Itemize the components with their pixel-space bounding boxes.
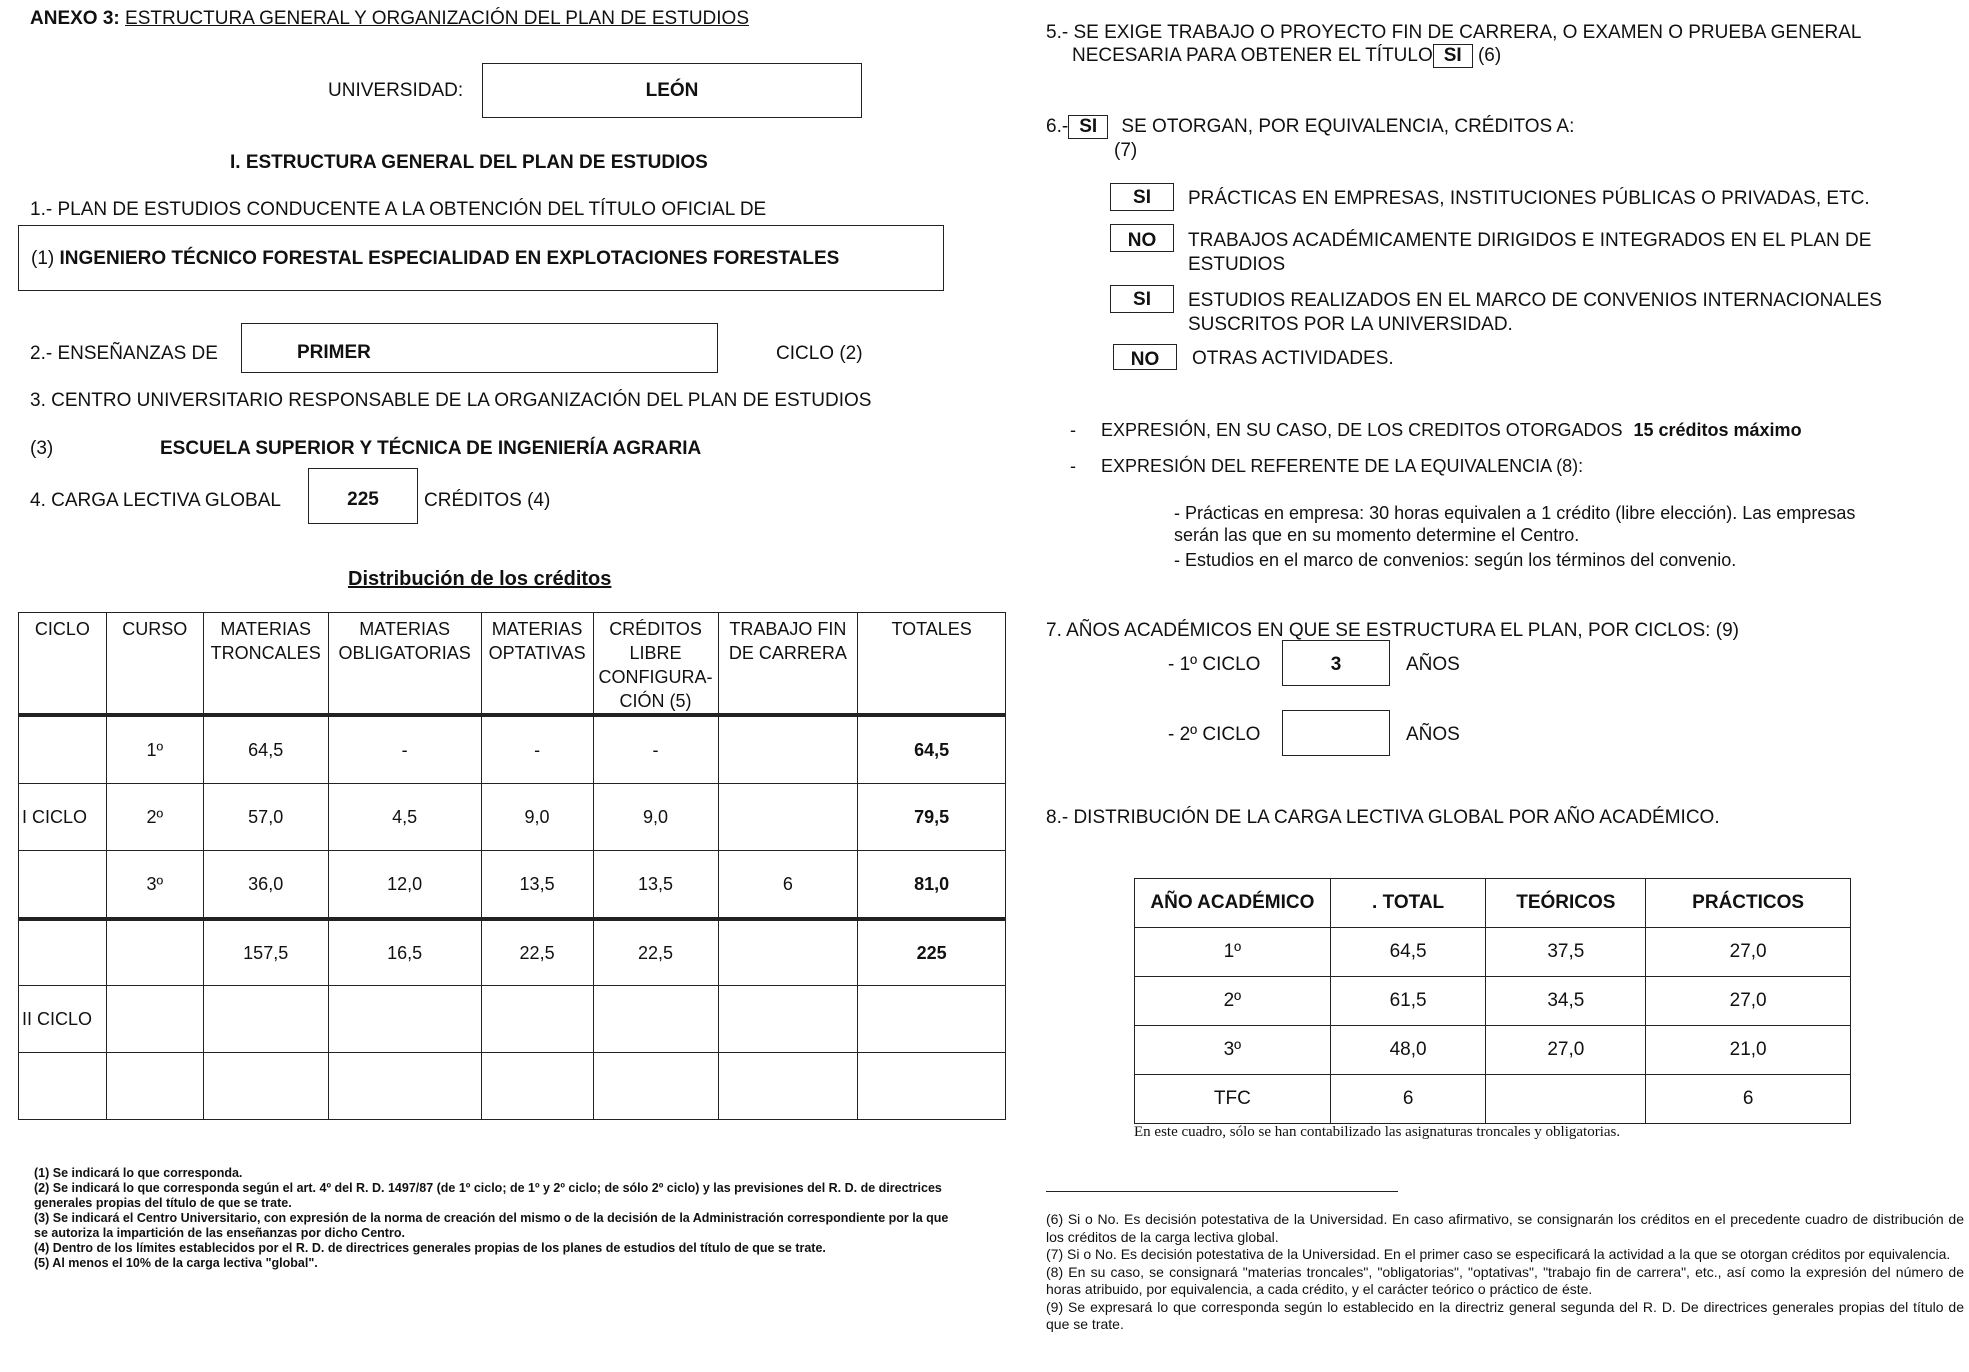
table-cell: 22,5 <box>593 919 718 986</box>
item4-value: 225 <box>347 489 379 510</box>
table-header-cell: . TOTAL <box>1330 879 1486 928</box>
item6-value-box: SI <box>1068 115 1108 139</box>
table-cell <box>718 1053 858 1120</box>
table-cell: 9,0 <box>593 784 718 851</box>
table-row <box>1135 1075 1851 1124</box>
table-header-cell: PRÁCTICOS <box>1646 879 1851 928</box>
option-3-value: SI <box>1133 289 1151 310</box>
table-row <box>1135 928 1851 977</box>
table-cell <box>718 784 858 851</box>
table-cell: 81,0 <box>858 851 1006 920</box>
table-cell: 2º <box>106 784 203 851</box>
expr-ref: - EXPRESIÓN DEL REFERENTE DE LA EQUIVALENCIA (8): <box>1070 456 1584 476</box>
table-cell: 4,5 <box>328 784 481 851</box>
table-cell: 16,5 <box>328 919 481 986</box>
academic-year-table <box>1134 878 1851 1124</box>
table-cell: 225 <box>858 919 1006 986</box>
table-cell <box>19 1053 107 1120</box>
table-cell: - <box>481 715 593 784</box>
table-cell <box>593 1053 718 1120</box>
annex-title: ESTRUCTURA GENERAL Y ORGANIZACIÓN DEL PLAN DE ESTUDIOS <box>125 8 749 29</box>
table-row <box>19 1053 1006 1120</box>
equiv-note-2: - Estudios en el marco de convenios: según los términos del convenio. <box>1174 550 1737 570</box>
item1-prefix: (1) <box>31 248 55 269</box>
table-cell: 3º <box>1135 1026 1331 1075</box>
footnote-5: (5) Al menos el 10% de la carga lectiva "global". <box>34 1256 318 1270</box>
table-header-cell: CICLO <box>19 613 107 716</box>
annex-label: ANEXO 3: <box>30 8 120 29</box>
expr-credits-label: EXPRESIÓN, EN SU CASO, DE LOS CREDITOS OTORGADOS <box>1101 420 1623 440</box>
table-header-row <box>1135 879 1851 928</box>
item3-prefix: (3) <box>30 438 54 459</box>
option-2-box <box>1110 224 1174 252</box>
table-header-cell: CURSO <box>106 613 203 716</box>
table-header-cell: MATERIAS OPTATIVAS <box>481 613 593 716</box>
table-row <box>19 715 1006 784</box>
item8-note: En este cuadro, sólo se han contabilizado las asignaturas troncales y obligatorias. <box>1134 1124 1621 1140</box>
table-cell: 79,5 <box>858 784 1006 851</box>
item6-ref: (7) <box>1114 140 1138 161</box>
table-header-cell: AÑO ACADÉMICO <box>1135 879 1331 928</box>
item6-heading <box>1046 115 1574 139</box>
item3-value: ESCUELA SUPERIOR Y TÉCNICA DE INGENIERÍA AGRARIA <box>160 438 702 459</box>
option-3-text-2: SUSCRITOS POR LA UNIVERSIDAD. <box>1188 314 1513 335</box>
footnotes-right <box>1046 1211 1964 1334</box>
table-header-row <box>19 613 1006 716</box>
item2-suffix: CICLO (2) <box>776 343 863 364</box>
item5-label: NECESARIA PARA OBTENER EL TÍTULO <box>1072 45 1433 66</box>
footnote-divider <box>1046 1191 1398 1192</box>
table-cell <box>718 919 858 986</box>
cycle1-unit: AÑOS <box>1406 654 1460 675</box>
table-cell: 13,5 <box>481 851 593 920</box>
option-1-box <box>1110 183 1174 211</box>
table-row <box>1135 977 1851 1026</box>
option-2-text-2: ESTUDIOS <box>1188 254 1286 275</box>
table-header-cell: CRÉDITOS LIBRE CONFIGURA-CIÓN (5) <box>593 613 718 716</box>
table-cell: 6 <box>1646 1075 1851 1124</box>
cycle2-field <box>1282 710 1390 756</box>
table-cell: 64,5 <box>1330 928 1486 977</box>
item2-label: 2.- ENSEÑANZAS DE <box>30 343 218 364</box>
distribution-title: Distribución de los créditos <box>348 568 612 590</box>
table-cell: II CICLO <box>19 986 107 1053</box>
table-cell: 12,0 <box>328 851 481 920</box>
table-cell <box>481 1053 593 1120</box>
table-cell <box>19 851 107 920</box>
table-cell: 48,0 <box>1330 1026 1486 1075</box>
table-cell <box>858 986 1006 1053</box>
table-cell: 34,5 <box>1486 977 1646 1026</box>
table-cell <box>203 1053 328 1120</box>
option-4-box <box>1113 344 1177 370</box>
table-cell: 61,5 <box>1330 977 1486 1026</box>
table-cell <box>1486 1075 1646 1124</box>
item5-line1: 5.- SE EXIGE TRABAJO O PROYECTO FIN DE CARRERA, O EXAMEN O PRUEBA GENERAL <box>1046 22 1862 43</box>
table-cell <box>593 986 718 1053</box>
cycle2-label: - 2º CICLO <box>1168 724 1261 745</box>
equiv-note-1: - Prácticas en empresa: 30 horas equivalen a 1 crédito (libre elección). Las empresas <box>1174 503 1856 523</box>
table-cell <box>19 715 107 784</box>
table-cell: - <box>593 715 718 784</box>
table-cell: 36,0 <box>203 851 328 920</box>
table-cell: 6 <box>718 851 858 920</box>
table-cell: TFC <box>1135 1075 1331 1124</box>
table-row <box>19 986 1006 1053</box>
table-cell: 21,0 <box>1646 1026 1851 1075</box>
item5-value-box: SI <box>1433 44 1473 68</box>
table-cell: I CICLO <box>19 784 107 851</box>
item5-ref: (6) <box>1477 45 1502 66</box>
table-cell: 64,5 <box>203 715 328 784</box>
table-cell <box>858 1053 1006 1120</box>
table-cell <box>106 1053 203 1120</box>
table-cell: 1º <box>1135 928 1331 977</box>
footnote-1: (1) Se indicará lo que corresponda. <box>34 1166 243 1180</box>
table-cell <box>203 986 328 1053</box>
option-2-text: TRABAJOS ACADÉMICAMENTE DIRIGIDOS E INTEGRADOS EN EL PLAN DE <box>1188 230 1872 251</box>
table-cell <box>481 986 593 1053</box>
item8-label: 8.- DISTRIBUCIÓN DE LA CARGA LECTIVA GLOBAL POR AÑO ACADÉMICO. <box>1046 807 1720 828</box>
option-3-box <box>1110 285 1174 313</box>
item6-prefix: 6.- <box>1046 116 1069 137</box>
table-cell: 64,5 <box>858 715 1006 784</box>
table-cell: 27,0 <box>1646 977 1851 1026</box>
table-cell: 157,5 <box>203 919 328 986</box>
item4-label: 4. CARGA LECTIVA GLOBAL <box>30 490 281 511</box>
item7-label: 7. AÑOS ACADÉMICOS EN QUE SE ESTRUCTURA EL PLAN, POR CICLOS: (9) <box>1046 620 1739 641</box>
table-cell: 27,0 <box>1646 928 1851 977</box>
table-header-cell: TRABAJO FIN DE CARRERA <box>718 613 858 716</box>
distribution-table <box>18 612 1006 1120</box>
cycle1-value: 3 <box>1330 654 1342 675</box>
option-3-text: ESTUDIOS REALIZADOS EN EL MARCO DE CONVENIOS INTERNACIONALES <box>1188 290 1882 311</box>
footnote-8: (8) En su caso, se consignará "materias troncales", "obligatorias", "optativas", "trabajo fin de carrera", etc., así como la expresión del número de horas atribuido, por equivalencia, a cada crédito, y el carácter teórico o práctico de éste. <box>1046 1263 1964 1297</box>
table-cell: 3º <box>106 851 203 920</box>
table-cell: 37,5 <box>1486 928 1646 977</box>
option-4-value: NO <box>1130 349 1160 370</box>
footnote-9: (9) Se expresará lo que corresponda según lo establecido en la directriz general segunda del R. D. De directrices generales propias del título de que se trate. <box>1046 1298 1964 1332</box>
equiv-note-1b: serán las que en su momento determine el Centro. <box>1174 525 1580 545</box>
university-value: LEÓN <box>645 80 699 101</box>
expr-ref-label: EXPRESIÓN DEL REFERENTE DE LA EQUIVALENCIA (8): <box>1101 456 1584 476</box>
footnote-7: (7) Si o No. Es decisión potestativa de la Universidad. En el primer caso se especificará la actividad a la que se otorgan créditos por equivalencia. <box>1046 1246 1951 1262</box>
table-cell <box>718 715 858 784</box>
cycle1-label: - 1º CICLO <box>1168 654 1261 675</box>
expr-credits: - EXPRESIÓN, EN SU CASO, DE LOS CREDITOS OTORGADOS 15 créditos máximo <box>1070 420 1802 440</box>
table-header-cell: MATERIAS TRONCALES <box>203 613 328 716</box>
option-1-text: PRÁCTICAS EN EMPRESAS, INSTITUCIONES PÚBLICAS O PRIVADAS, ETC. <box>1188 188 1870 209</box>
table-cell <box>328 986 481 1053</box>
footnote-4: (4) Dentro de los límites establecidos por el R. D. de directrices generales propias de los planes de estudios del título de que se trate. <box>34 1241 826 1255</box>
item4-suffix: CRÉDITOS (4) <box>424 490 551 511</box>
university-label: UNIVERSIDAD: <box>328 80 464 101</box>
item2-field <box>241 323 718 373</box>
expr-credits-value: 15 créditos máximo <box>1633 420 1802 440</box>
table-cell <box>106 919 203 986</box>
table-cell <box>328 1053 481 1120</box>
item1-field <box>18 225 944 291</box>
table-row <box>19 784 1006 851</box>
university-field <box>482 63 862 118</box>
table-cell: 57,0 <box>203 784 328 851</box>
table-cell: 2º <box>1135 977 1331 1026</box>
footnote-6: (6) Si o No. Es decisión potestativa de la Universidad. En caso afirmativo, se consignarán los créditos en el precedente cuadro de distribución de los créditos de la carga lectiva global. <box>1046 1211 1964 1245</box>
item1-content <box>31 248 839 270</box>
item1-label: 1.- PLAN DE ESTUDIOS CONDUCENTE A LA OBTENCIÓN DEL TÍTULO OFICIAL DE <box>30 199 767 220</box>
table-row <box>1135 1026 1851 1075</box>
table-cell: - <box>328 715 481 784</box>
table-cell <box>106 986 203 1053</box>
footnote-3: (3) Se indicará el Centro Universitario, con expresión de la norma de creación del mismo o de la decisión de la Administración correspondiente por la que se autoriza la impartición de las enseñanzas por dicho Centro. <box>34 1211 949 1240</box>
table-cell: 27,0 <box>1486 1026 1646 1075</box>
cycle2-unit: AÑOS <box>1406 724 1460 745</box>
option-4-text: OTRAS ACTIVIDADES. <box>1192 348 1394 369</box>
item1-value: INGENIERO TÉCNICO FORESTAL ESPECIALIDAD EN EXPLOTACIONES FORESTALES <box>59 248 840 269</box>
item2-value: PRIMER <box>297 342 371 363</box>
footnote-2: (2) Se indicará lo que corresponda según el art. 4º del R. D. 1497/87 (de 1º ciclo; de 1º y 2º ciclo; de sólo 2º ciclo) y las previsiones del R. D. de directrices generales propias del título de que se trate. <box>34 1181 942 1210</box>
annex-heading <box>30 8 749 30</box>
table-row <box>19 919 1006 986</box>
section-title: I. ESTRUCTURA GENERAL DEL PLAN DE ESTUDIOS <box>230 152 708 173</box>
table-cell <box>718 986 858 1053</box>
table-cell: 6 <box>1330 1075 1486 1124</box>
item4-field <box>308 468 418 524</box>
table-header-cell: TEÓRICOS <box>1486 879 1646 928</box>
table-cell: 1º <box>106 715 203 784</box>
option-1-value: SI <box>1133 187 1151 208</box>
table-cell: 22,5 <box>481 919 593 986</box>
table-cell <box>19 919 107 986</box>
table-cell: 9,0 <box>481 784 593 851</box>
option-2-value: NO <box>1127 230 1157 251</box>
item3-label: 3. CENTRO UNIVERSITARIO RESPONSABLE DE LA ORGANIZACIÓN DEL PLAN DE ESTUDIOS <box>30 390 872 411</box>
table-row <box>19 851 1006 920</box>
item6-label: SE OTORGAN, POR EQUIVALENCIA, CRÉDITOS A: <box>1121 116 1575 137</box>
table-header-cell: TOTALES <box>858 613 1006 716</box>
table-cell: 13,5 <box>593 851 718 920</box>
item5-line2 <box>1072 44 1501 68</box>
footnotes-left <box>34 1166 964 1271</box>
cycle1-field <box>1282 640 1390 686</box>
table-header-cell: MATERIAS OBLIGATORIAS <box>328 613 481 716</box>
